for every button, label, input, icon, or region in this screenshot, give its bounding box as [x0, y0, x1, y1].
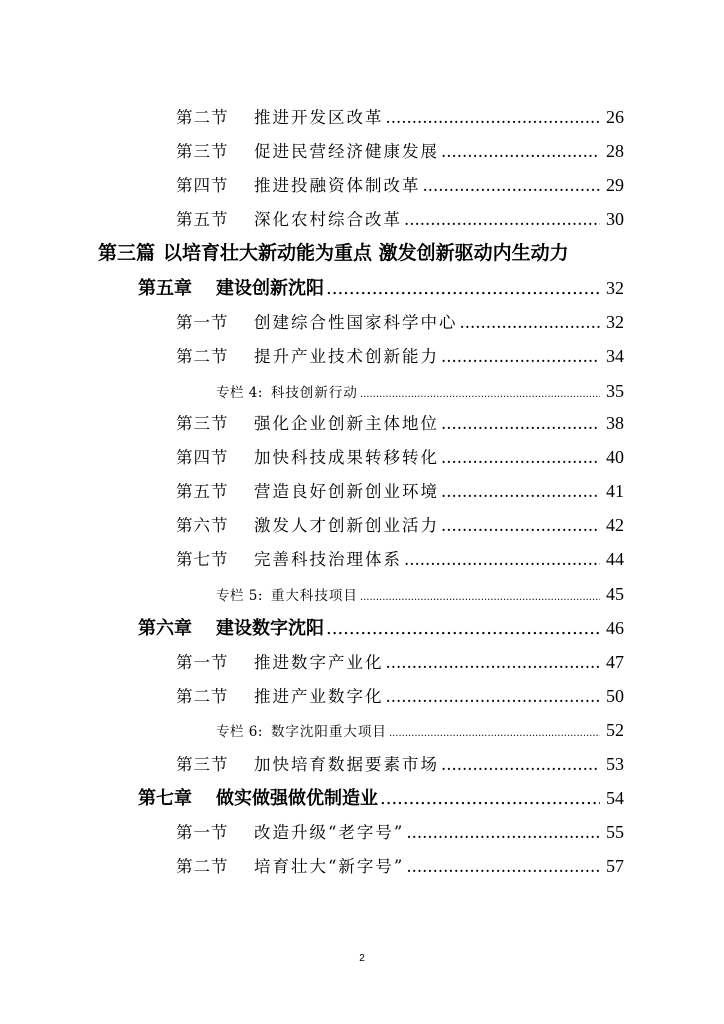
toc-entry-page: 41 [606, 481, 624, 501]
toc-entry-page: 47 [606, 652, 624, 672]
toc-entry-page: 42 [606, 515, 624, 535]
toc-entry[interactable] [176, 108, 624, 127]
toc-entry-page: 30 [606, 209, 624, 229]
toc-entry-title: 激发人才创新创业活力 [254, 516, 439, 535]
toc-entry-page: 40 [606, 447, 624, 467]
dot-leader [441, 484, 600, 501]
toc-part-title: 以培育壮大新动能为重点 激发创新驱动内生动力 [163, 242, 569, 264]
toc-chapter[interactable] [138, 789, 624, 808]
toc-entry-title: 推进产业数字化 [254, 687, 384, 706]
toc-column-label: 专栏 6: [216, 724, 263, 740]
toc-entry-title: 推进数字产业化 [254, 653, 384, 672]
page-number: 2 [359, 953, 365, 964]
dot-leader [441, 757, 600, 774]
toc-entry[interactable] [176, 347, 624, 366]
toc-entry-label: 第三节 [176, 414, 229, 433]
dot-leader [386, 655, 601, 672]
dot-leader [389, 729, 600, 739]
toc-entry-label: 第一节 [176, 823, 229, 842]
toc-entry[interactable] [176, 414, 624, 433]
toc-chapter-label: 第五章 [138, 278, 192, 299]
toc-entry-label: 第七节 [176, 550, 229, 569]
toc-entry-page: 38 [606, 413, 624, 433]
toc-entry-title: 加快培育数据要素市场 [254, 755, 439, 774]
dot-leader [441, 518, 600, 535]
toc-entry-page: 50 [606, 686, 624, 706]
toc-column-page: 52 [606, 720, 624, 740]
toc-entry[interactable] [176, 313, 624, 332]
dot-leader [326, 280, 600, 298]
toc-entry-page: 29 [606, 175, 624, 195]
toc-entry[interactable] [176, 687, 624, 706]
toc-part-label: 第三篇 [98, 242, 156, 264]
dot-leader [360, 390, 600, 400]
toc-entry-label: 第一节 [176, 653, 229, 672]
toc-entry-label: 第二节 [176, 108, 229, 127]
toc-entry[interactable] [176, 857, 624, 876]
dot-leader [404, 552, 600, 569]
dot-leader [423, 178, 601, 195]
toc-column-label: 专栏 5: [216, 588, 263, 604]
toc-entry-title: 推进开发区改革 [254, 108, 384, 127]
toc-part-heading[interactable] [98, 244, 624, 263]
toc-column-page: 35 [606, 381, 624, 401]
toc-entry-title: 促进民营经济健康发展 [254, 142, 439, 161]
toc-column-entry[interactable] [216, 721, 624, 740]
toc-entry-title: 深化农村综合改革 [254, 210, 402, 229]
dot-leader [360, 593, 600, 603]
toc-entry-page: 55 [606, 822, 624, 842]
toc-chapter-page: 54 [606, 788, 624, 808]
toc-entry[interactable] [176, 142, 624, 161]
toc-entry-page: 28 [606, 141, 624, 161]
toc-entry-title: 提升产业技术创新能力 [254, 347, 439, 366]
toc-entry-page: 57 [606, 856, 624, 876]
toc-chapter[interactable] [138, 279, 624, 298]
toc-entry[interactable] [176, 550, 624, 569]
toc-entry-label: 第二节 [176, 857, 229, 876]
toc-chapter-title: 建设数字沈阳 [216, 618, 324, 639]
toc-entry-label: 第一节 [176, 313, 229, 332]
toc-entry-title: 推进投融资体制改革 [254, 176, 421, 195]
toc-column-title: 重大科技项目 [270, 588, 358, 604]
toc-entry[interactable] [176, 482, 624, 501]
dot-leader [460, 315, 601, 332]
toc-chapter-title: 做实做强做优制造业 [216, 788, 378, 809]
toc-entry-label: 第三节 [176, 142, 229, 161]
toc-entry-page: 26 [606, 107, 624, 127]
toc-entry[interactable] [176, 653, 624, 672]
toc-entry-page: 44 [606, 549, 624, 569]
dot-leader [386, 689, 601, 706]
toc-entry-page: 32 [606, 312, 624, 332]
toc-column-page: 45 [606, 584, 624, 604]
dot-leader [386, 110, 601, 127]
toc-entry-label: 第五节 [176, 482, 229, 501]
toc-entry-title: 强化企业创新主体地位 [254, 414, 439, 433]
dot-leader [404, 212, 600, 229]
toc-entry-label: 第二节 [176, 347, 229, 366]
toc-entry-title: 创建综合性国家科学中心 [254, 313, 458, 332]
toc-entry-title: 培育壮大“新字号” [254, 857, 405, 876]
toc-entry-label: 第五节 [176, 210, 229, 229]
toc-column-label: 专栏 4: [216, 385, 263, 401]
dot-leader [380, 790, 600, 808]
dot-leader [441, 144, 600, 161]
toc-entry-label: 第三节 [176, 755, 229, 774]
toc-entry-label: 第二节 [176, 687, 229, 706]
dot-leader [441, 450, 600, 467]
toc-entry[interactable] [176, 176, 624, 195]
toc-chapter-page: 46 [606, 618, 624, 638]
toc-entry-title: 加快科技成果转移转化 [254, 448, 439, 467]
dot-leader [406, 825, 600, 842]
toc-entry[interactable] [176, 210, 624, 229]
toc-chapter-label: 第六章 [138, 618, 192, 639]
toc-entry[interactable] [176, 516, 624, 535]
toc-chapter-label: 第七章 [138, 788, 192, 809]
toc-entry[interactable] [176, 823, 624, 842]
dot-leader [441, 349, 600, 366]
toc-column-title: 科技创新行动 [270, 385, 358, 401]
dot-leader [406, 859, 600, 876]
toc-entry-label: 第四节 [176, 176, 229, 195]
toc-entry[interactable] [176, 448, 624, 467]
toc-entry-page: 34 [606, 346, 624, 366]
toc-column-entry[interactable] [216, 585, 624, 604]
toc-chapter-page: 32 [606, 278, 624, 298]
toc-column-title: 数字沈阳重大项目 [270, 724, 387, 740]
toc-entry-page: 53 [606, 754, 624, 774]
toc-entry-title: 完善科技治理体系 [254, 550, 402, 569]
dot-leader [441, 416, 600, 433]
toc-entry-label: 第四节 [176, 448, 229, 467]
toc-entry-label: 第六节 [176, 516, 229, 535]
toc-entry-title: 营造良好创新创业环境 [254, 482, 439, 501]
toc-column-entry[interactable] [216, 382, 624, 401]
toc-entry-title: 改造升级“老字号” [254, 823, 405, 842]
toc-chapter[interactable] [138, 619, 624, 638]
toc-entry[interactable] [176, 755, 624, 774]
dot-leader [326, 620, 600, 638]
toc-chapter-title: 建设创新沈阳 [216, 278, 324, 299]
